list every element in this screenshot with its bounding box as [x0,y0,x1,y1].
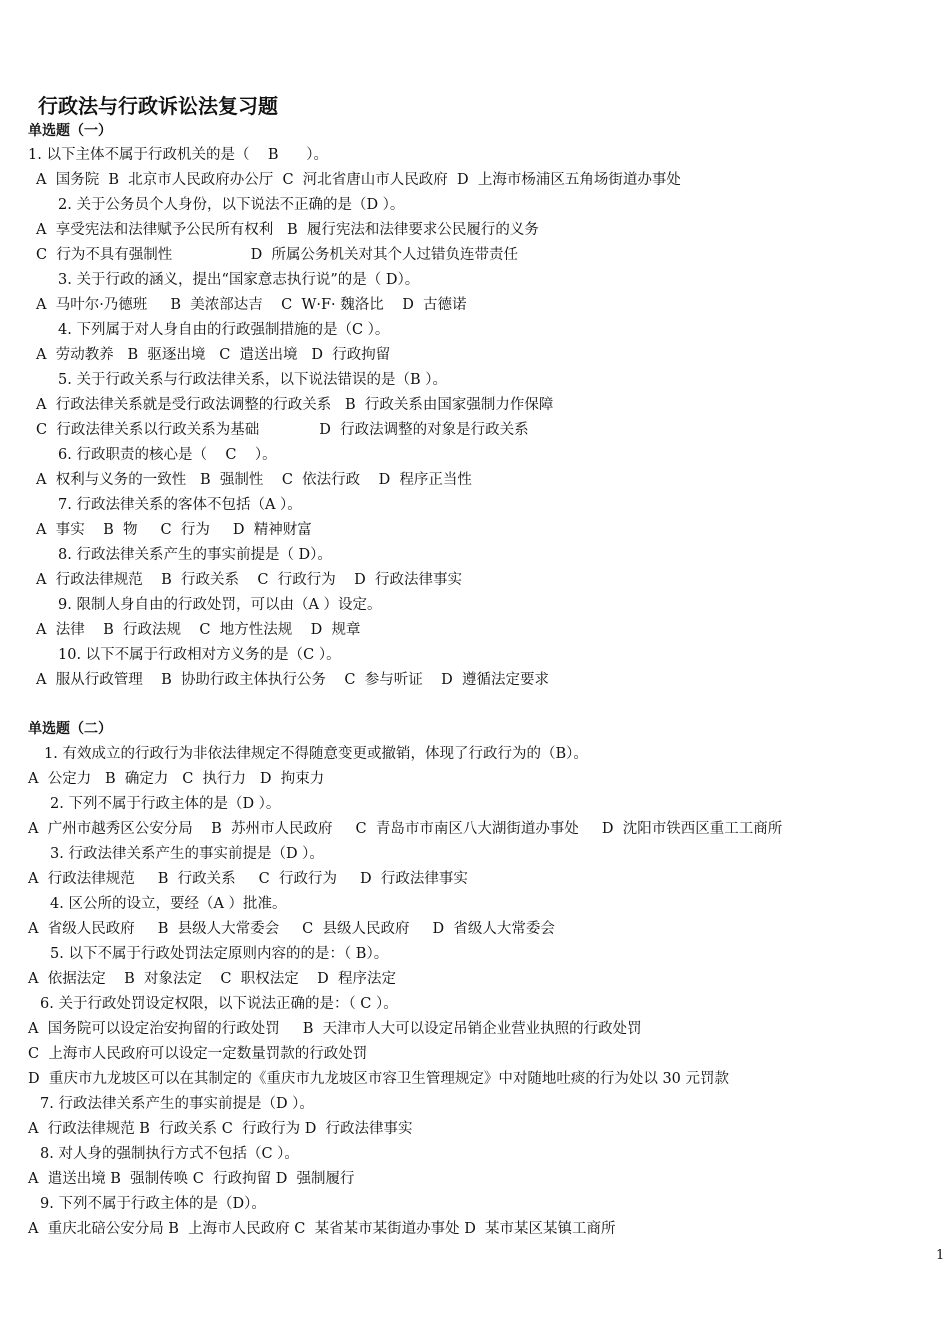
options-line: A 重庆北碚公安分局 B 上海市人民政府 C 某省某市某街道办事处 D 某市某区某镇工商所 [28,1221,616,1237]
options-line: D 重庆市九龙坡区可以在其制定的《重庆市九龙坡区市容卫生管理规定》中对随地吐痰的行为处以 30 元罚款 [28,1071,730,1087]
options-line: A 权利与义务的一致性 B 强制性 C 依法行政 D 程序正当性 [36,472,472,488]
options-line: A 行政法律规范 B 行政关系 C 行政行为 D 行政法律事实 [28,871,468,887]
question-line: 9. 下列不属于行政主体的是（D）。 [40,1196,266,1212]
options-line: A 行政法律规范 B 行政关系 C 行政行为 D 行政法律事实 [36,572,463,588]
question-line: 2. 下列不属于行政主体的是（D ）。 [50,796,281,812]
page-number: 1 [936,1248,945,1263]
options-line: A 遣送出境 B 强制传唤 C 行政拘留 D 强制履行 [28,1171,355,1187]
question-line: 6. 关于行政处罚设定权限，以下说法正确的是：（ C ）。 [40,996,398,1012]
options-line: C 上海市人民政府可以设定一定数量罚款的行政处罚 [28,1046,368,1062]
question-line: 8. 对人身的强制执行方式不包括（C ）。 [40,1146,299,1162]
options-line: A 国务院 B 北京市人民政府办公厅 C 河北省唐山市人民政府 D 上海市杨浦区五角场街道办事处 [36,172,681,188]
question-line: 7. 行政法律关系产生的事实前提是（D ）。 [40,1096,314,1112]
options-line: C 行为不具有强制性 D 所属公务机关对其个人过错负连带责任 [36,247,519,263]
options-line: A 劳动教养 B 驱逐出境 C 遣送出境 D 行政拘留 [36,347,391,363]
question-line: 4. 区公所的设立，要经（A ）批准。 [50,896,287,912]
options-line: A 行政法律规范 B 行政关系 C 行政行为 D 行政法律事实 [28,1121,413,1137]
options-line: A 行政法律关系就是受行政法调整的行政关系 B 行政关系由国家强制力作保障 [36,397,554,413]
options-line: A 马叶尔·乃德班 B 美浓部达吉 C W·F· 魏洛比 D 古德诺 [36,297,467,313]
question-line: 1. 以下主体不属于行政机关的是（ B ）。 [28,147,328,163]
section-heading: 单选题（一） [28,123,112,139]
options-line: A 法律 B 行政法规 C 地方性法规 D 规章 [36,622,361,638]
document-title: 行政法与行政诉讼法复习题 [38,94,278,118]
question-line: 1. 有效成立的行政行为非依法律规定不得随意变更或撤销，体现了行政行为的（B）。 [44,746,588,762]
options-line: A 依据法定 B 对象法定 C 职权法定 D 程序法定 [28,971,397,987]
question-line: 3. 行政法律关系产生的事实前提是（D ）。 [50,846,324,862]
options-line: A 国务院可以设定治安拘留的行政处罚 B 天津市人大可以设定吊销企业营业执照的行政处罚 [28,1021,642,1037]
options-line: A 服从行政管理 B 协助行政主体执行公务 C 参与听证 D 遵循法定要求 [36,672,550,688]
question-line: 2. 关于公务员个人身份，以下说法不正确的是（D ）。 [58,197,405,213]
question-line: 9. 限制人身自由的行政处罚，可以由（A ）设定。 [58,597,382,613]
options-line: A 省级人民政府 B 县级人大常委会 C 县级人民政府 D 省级人大常委会 [28,921,555,937]
question-line: 4. 下列属于对人身自由的行政强制措施的是（C ）。 [58,322,390,338]
question-line: 10. 以下不属于行政相对方义务的是（C ）。 [58,647,341,663]
options-line: C 行政法律关系以行政关系为基础 D 行政法调整的对象是行政关系 [36,422,529,438]
options-line: A 享受宪法和法律赋予公民所有权利 B 履行宪法和法律要求公民履行的义务 [36,222,539,238]
question-line: 3. 关于行政的涵义，提出“国家意志执行说”的是（ D）。 [58,272,420,288]
section-heading: 单选题（二） [28,721,112,737]
question-line: 5. 以下不属于行政处罚法定原则内容的的是：（ B）。 [50,946,389,962]
options-line: A 事实 B 物 C 行为 D 精神财富 [36,522,312,538]
question-line: 7. 行政法律关系的客体不包括（A ）。 [58,497,302,513]
question-line: 6. 行政职责的核心是（ C ）。 [58,447,277,463]
question-line: 5. 关于行政关系与行政法律关系，以下说法错误的是（B ）。 [58,372,447,388]
options-line: A 广州市越秀区公安分局 B 苏州市人民政府 C 青岛市市南区八大湖街道办事处 D 沈阳市铁西区重工工商所 [28,821,783,837]
question-line: 8. 行政法律关系产生的事实前提是（ D）。 [58,547,332,563]
options-line: A 公定力 B 确定力 C 执行力 D 拘束力 [28,771,325,787]
